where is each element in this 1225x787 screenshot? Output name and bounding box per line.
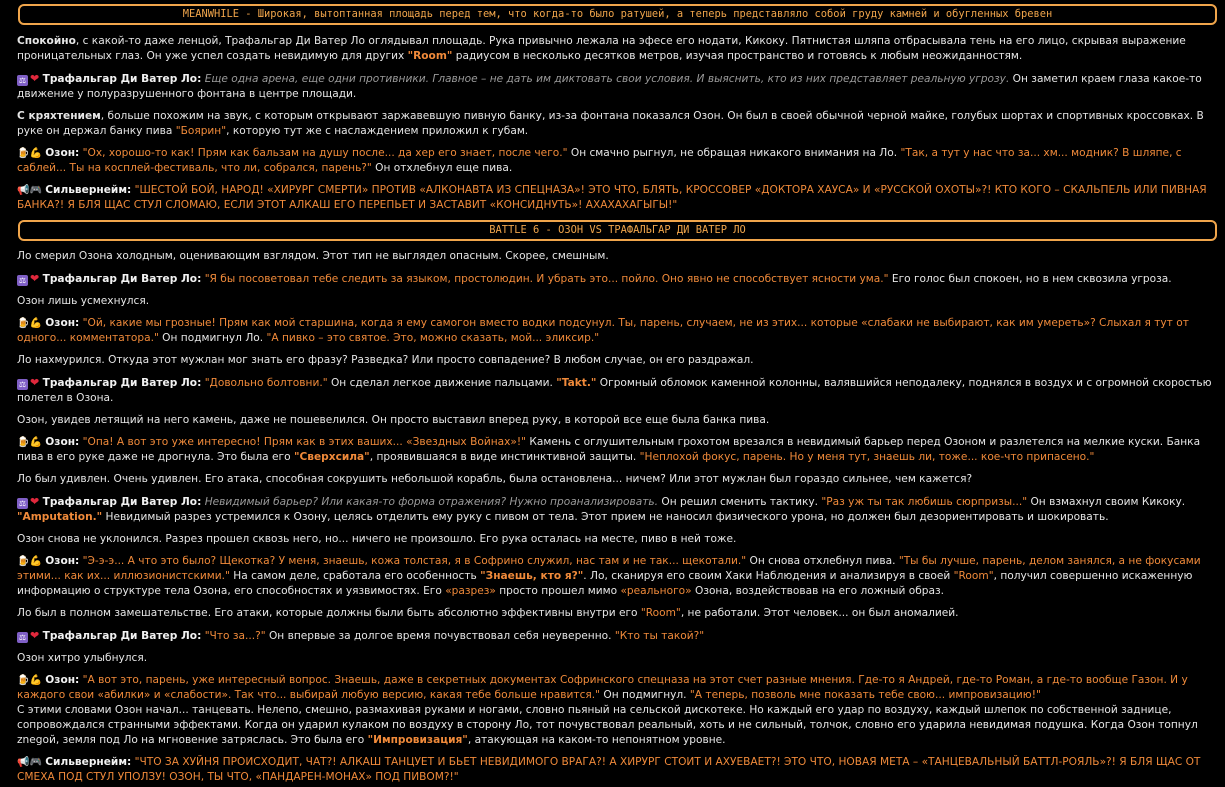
scales-icon: ⚖ (18, 380, 27, 389)
megaphone-icon: 📢 (17, 185, 30, 196)
ozon-line: 🍺💪 Озон: "А вот это, парень, уже интересный вопрос. Знаешь, даже в секретных документах Софринского спецназа на этот счет разные мнения. Где-то я Андрей, где-то Роман, а где-то вообще Газон. И у каждого свои «абилки» и «слабости». Так что... выбирай любую версию, какая тебе больше нравится." Он подмигнул. "А теперь, позволь мне показать тебе свою... импровизацию!" С этими словами Озон начал... танцевать. Нелепо, смешно, размахивая руками и ногами, словно пьяный на сельской дискотеке. Но каждый его удар по воздуху, каждый шлепок по собственной заднице, сопровождался странными эффектами. Когда он ударил кулаком по воздуху в сторону Ло, тот почувствовал реальный, хоть и не сильный, толчок, словно его ударила невидимая подушка. Когда Озон топнул znegой, земля под Ло на мгновение затряслась. Это была его "Импровизация", атакующая на каком-то непонятном уровне. (17, 674, 1198, 746)
gamepad-icon: 🎮 (29, 757, 42, 768)
ozon-line: 🍺💪 Озон: "Ох, хорошо-то как! Прям как бальзам на душу после... да хер его знает, после чего." Он смачно рыгнул, не обращая никакого внимания на Ло. "Так, а тут у нас что за... хм... модник? В шляпе, с саблей... Ты на косплей-фестиваль, что ли, собрался, парень?" Он отхлебнул еще пива. (17, 147, 1182, 174)
speaker-name-law: Трафальгар Ди Ватер Ло: (42, 377, 202, 389)
heart-icon: ❤ (30, 72, 40, 85)
beer-icon: 🍺 (17, 675, 30, 686)
silvername-line: 📢🎮 Сильвернейм: "ЧТО ЗА ХУЙНЯ ПРОИСХОДИТ, ЧАТ?! АЛКАШ ТАНЦУЕТ И БЬЕТ НЕВИДИМОГО ВРАГА?! А ХИРУРГ СТОИТ И АХУЕВАЕТ?! ЭТО ЧТО, НОВАЯ МЕТА – «ТАНЦЕВАЛЬНЫЙ БАТТЛ-РОЯЛЬ»?! Я БЛЯ ЩАС ОТ СМЕХА ПОД СТУЛ УПОЛЗУ! ОЗОН, ТЫ ЧТО, «ПАНДАРЕН-МОНАХ» ПОД ПИВОМ?!" (17, 756, 1201, 783)
beer-icon: 🍺 (17, 318, 30, 329)
narration-paragraph: Озон снова не уклонился. Разрез прошел сквозь него, но... ничего не произошло. Его рука осталась на месте, пиво в ней тоже. (17, 533, 737, 545)
speaker-name-ozon: Озон: (45, 555, 80, 567)
law-line: ⚖ ❤ Трафальгар Ди Ватер Ло: "Что за...?" Он впервые за долгое время почувствовал себя неуверенно. "Кто ты такой?" (18, 629, 705, 642)
beer-icon: 🍺 (17, 148, 30, 159)
speaker-name-law: Трафальгар Ди Ватер Ло: (42, 273, 202, 285)
speaker-name-ozon: Озон: (45, 317, 80, 329)
speaker-name-law: Трафальгар Ди Ватер Ло: (42, 73, 202, 85)
narration-paragraph: Озон лишь усмехнулся. (17, 295, 150, 307)
heart-icon: ❤ (30, 272, 40, 285)
law-line: ⚖ ❤ Трафальгар Ди Ватер Ло: "Довольно болтовни." Он сделал легкое движение пальцами. "Takt." Огромный обломок каменной колонны, валявшийся неподалеку, поднялся в воздух и с огромной скоростью полетел в Озона. (17, 376, 1212, 404)
narration-paragraph: Спокойно, с какой-то даже ленцой, Трафальгар Ди Ватер Ло оглядывал площадь. Рука привычно лежала на эфесе его нодати, Кикоку. Пятнистая шляпа отбрасывала тень на его лицо, скрывая выражение проницательных глаз. Он уже успел создать невидимую для других "Room" радиусом в несколько десятков метров, изучая пространство и готовясь к любым неожиданностям. (17, 35, 1186, 62)
flexed-biceps-icon: 💪 (29, 675, 42, 686)
beer-icon: 🍺 (17, 556, 30, 567)
heart-icon: ❤ (30, 495, 40, 508)
battle-banner: BATTLE 6 - ОЗОН VS ТРАФАЛЬГАР ДИ ВАТЕР ЛО (18, 220, 1217, 241)
scene-banner: MEANWHILE - Широкая, вытоптанная площадь перед тем, что когда-то было ратушей, а теперь представляло собой груду камней и обугленных бревен (18, 4, 1217, 25)
narration-paragraph: Ло был в полном замешательстве. Его атаки, которые должны были быть абсолютно эффективны внутри его "Room", не работали. Этот человек... он был аномалией. (17, 607, 959, 619)
scales-icon: ⚖ (18, 76, 27, 85)
flexed-biceps-icon: 💪 (29, 556, 42, 567)
narration-paragraph: Ло был удивлен. Очень удивлен. Его атака, способная сокрушить небольшой корабль, была остановлена... ничем? Или этот мужлан был гораздо сильнее, чем кажется? (17, 473, 973, 485)
law-line: ⚖ ❤ Трафальгар Ди Ватер Ло: "Я бы посоветовал тебе следить за языком, простолюдин. И убрать это... пойло. Оно явно не способствует ясности ума." Его голос был спокоен, но в нем сквозила угроза. (18, 272, 1172, 285)
gamepad-icon: 🎮 (29, 185, 42, 196)
beer-icon: 🍺 (17, 437, 30, 448)
speaker-name-ozon: Озон: (45, 147, 80, 159)
speaker-name-silvername: Сильвернейм: (45, 184, 132, 196)
law-thought-line: ⚖ ❤ Трафальгар Ди Ватер Ло: Невидимый барьер? Или какая-то форма отражения? Нужно проанализировать. Он решил сменить тактику. "Раз уж ты так любишь сюрпризы..." Он взмахнул своим Кикоку. "Amputation." Невидимый разрез устремился к Озону, целясь отделить ему руку с пивом от тела. Этот прием не наносил физического урона, но должен был дезориентировать и шокировать. (17, 495, 1186, 523)
narration-paragraph: С кряхтением, больше похожим на звук, с которым открывают заржавевшую пивную банку, из-за фонтана показался Озон. Он был в своей обычной черной майке, голубых шортах и спортивных кроссовках. В руке он держал банку пива "Боярин", которую тут же с наслаждением приложил к губам. (17, 110, 1204, 137)
scales-icon: ⚖ (18, 633, 27, 642)
narration-paragraph: Ло нахмурился. Откуда этот мужлан мог знать его фразу? Разведка? Или просто совпадение? В любом случае, он его раздражал. (17, 354, 754, 366)
megaphone-icon: 📢 (17, 757, 30, 768)
scales-icon: ⚖ (18, 499, 27, 508)
law-thought-line: ⚖ ❤ Трафальгар Ди Ватер Ло: Еще одна арена, еще одни противники. Главное – не дать им диктовать свои условия. И выяснить, кто из них представляет реальную угрозу. Он заметил краем глаза какое-то движение у полуразрушенного фонтана в центре площади. (17, 72, 1202, 100)
narration-paragraph: Озон хитро улыбнулся. (17, 652, 148, 664)
flexed-biceps-icon: 💪 (29, 148, 42, 159)
ozon-line: 🍺💪 Озон: "Ой, какие мы грозные! Прям как мой старшина, когда я ему самогон вместо водки подсунул. Ты, парень, случаем, не из этих... которые «слабаки не выбирают, как им умереть»? Слыхал я тут от одного... комментатора." Он подмигнул Ло. "А пивко – это святое. Это, можно сказать, мой... эликсир." (17, 317, 1189, 344)
speaker-name-silvername: Сильвернейм: (45, 756, 132, 768)
flexed-biceps-icon: 💪 (29, 437, 42, 448)
narration-paragraph: Озон, увидев летящий на него камень, даже не пошевелился. Он просто выставил вперед руку, в которой все еще была банка пива. (17, 414, 770, 426)
speaker-name-ozon: Озон: (45, 674, 80, 686)
heart-icon: ❤ (30, 629, 40, 642)
ozon-line: 🍺💪 Озон: "Опа! А вот это уже интересно! Прям как в этих ваших... «Звездных Войнах»!" Камень с оглушительным грохотом врезался в невидимый барьер перед Озоном и разлетелся на мелкие куски. Банка пива в его руке даже не дрогнула. Это была его "Сверхсила", проявившаяся в виде инстинктивной защиты. "Неплохой фокус, парень. Но у меня тут, знаешь ли, тоже... кое-что припасено." (17, 436, 1201, 463)
flexed-biceps-icon: 💪 (29, 318, 42, 329)
speaker-name-ozon: Озон: (45, 436, 80, 448)
speaker-name-law: Трафальгар Ди Ватер Ло: (42, 496, 202, 508)
speaker-name-law: Трафальгар Ди Ватер Ло: (42, 630, 202, 642)
scales-icon: ⚖ (18, 276, 27, 285)
narration-paragraph: Ло смерил Озона холодным, оценивающим взглядом. Этот тип не выглядел опасным. Скорее, смешным. (17, 250, 609, 262)
ozon-line: 🍺💪 Озон: "Э-э-э... А что это было? Щекотка? У меня, знаешь, кожа толстая, я в Софрино служил, нас там и не так... щекотали." Он снова отхлебнул пива. "Ты бы лучше, парень, делом занялся, а не фокусами этими... как их... иллюзионистскими." На самом деле, сработала его особенность "Знаешь, кто я?". Ло, сканируя его своим Хаки Наблюдения и анализируя в своей "Room", получил совершенно искаженную информацию о структуре тела Озона, его способностях и уязвимостях. Его «разрез» просто прошел мимо «реального» Озона, воздействовав на его ложный образ. (17, 555, 1201, 597)
heart-icon: ❤ (30, 376, 40, 389)
silvername-line: 📢🎮 Сильвернейм: "ШЕСТОЙ БОЙ, НАРОД! «ХИРУРГ СМЕРТИ» ПРОТИВ «АЛКОНАВТА ИЗ СПЕЦНАЗА»! ЭТО ЧТО, БЛЯТЬ, КРОССОВЕР «ДОКТОРА ХАУСА» И «РУССКОЙ ОХОТЫ»?! КТО КОГО – СКАЛЬПЕЛЬ ИЛИ ПИВНАЯ БАНКА?! Я БЛЯ ЩАС СТУЛ СЛОМАЮ, ЕСЛИ ЭТОТ АЛКАШ ЕГО ПЕРЕПЬЕТ И ЗАСТАВИТ «КОНСИДНУТЬ»! АХАХАХАГЫГЫ!" (17, 184, 1207, 211)
